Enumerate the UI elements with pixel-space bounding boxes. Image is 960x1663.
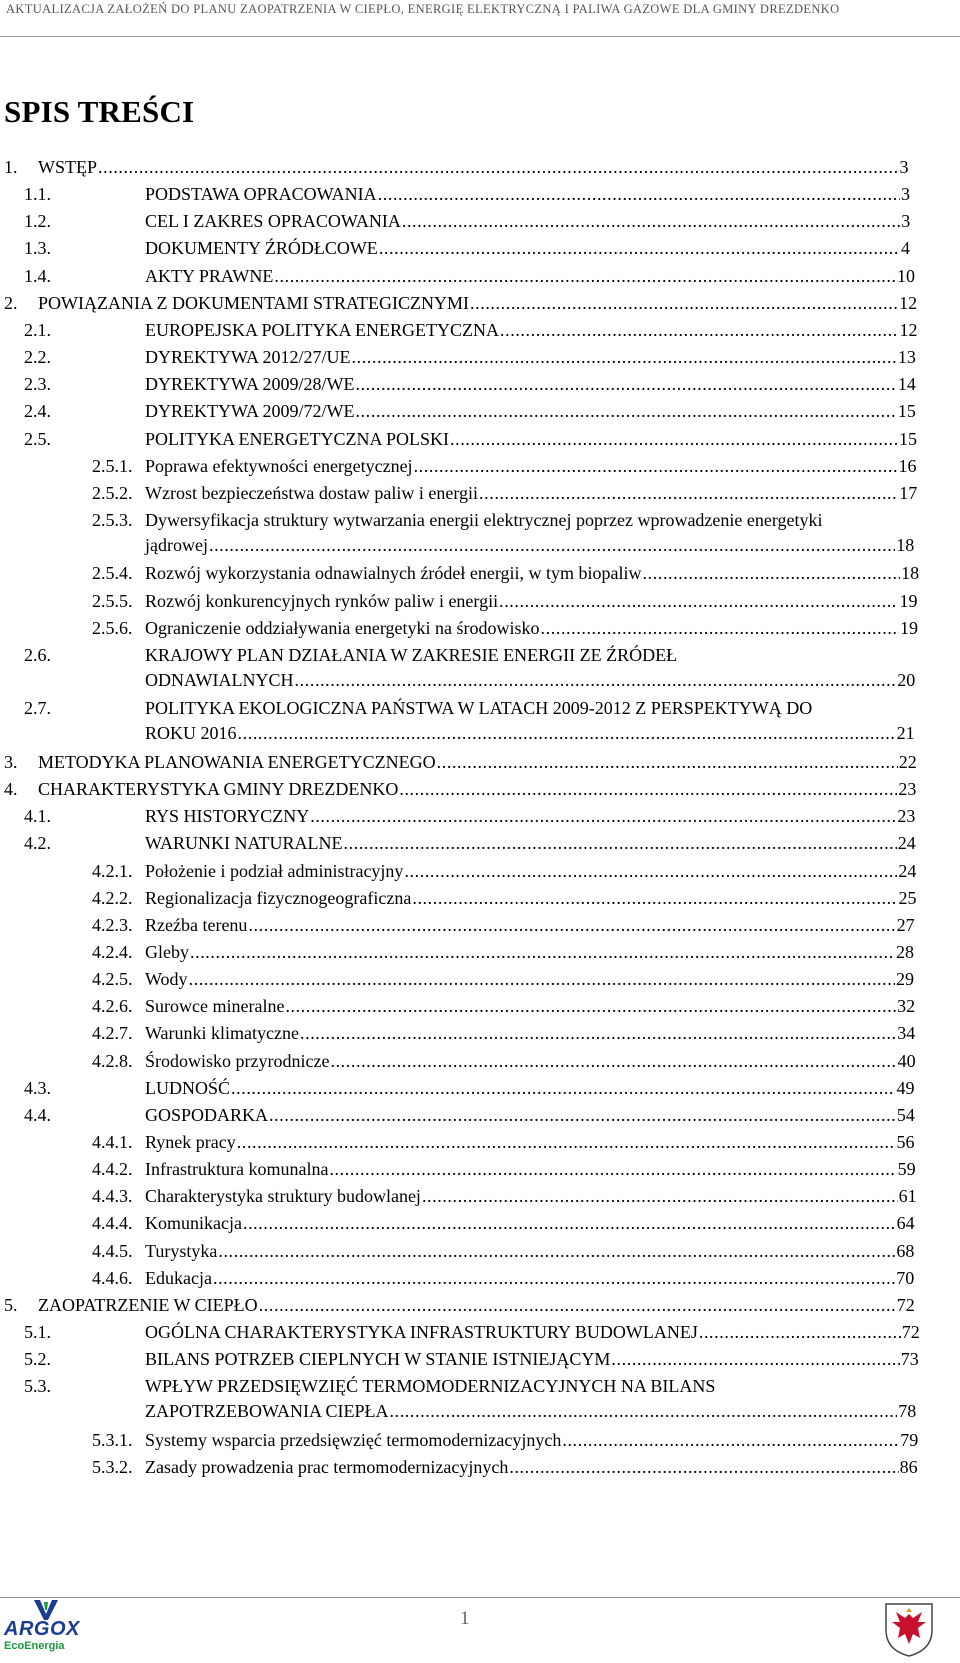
toc-entry-page: 15: [897, 401, 916, 422]
toc-entry-number: 4.4.6.: [92, 1267, 133, 1288]
toc-entry-number: 4.2.7.: [92, 1023, 133, 1044]
toc-entry-page: 20: [897, 669, 916, 690]
toc-entry-page: 56: [896, 1132, 915, 1152]
toc-leader-dots: [470, 291, 898, 316]
header-divider: [0, 36, 960, 37]
toc-entry-page: 72: [901, 1322, 920, 1343]
toc-leader-dots: [437, 750, 898, 775]
toc-entry-number: 5.1.: [24, 1322, 51, 1343]
toc-entry-title: Zasady prowadzenia prac termomodernizacyjnych: [145, 1457, 509, 1477]
toc-entry-number: 2.: [4, 292, 18, 313]
toc-entry-title: Dywersyfikacja struktury wytwarzania energii elektrycznej poprzez wprowadzenie energetyki: [145, 509, 823, 530]
toc-leader-dots: [509, 1455, 898, 1480]
toc-entry-number: 2.5.6.: [92, 617, 133, 638]
toc-leader-dots: [643, 561, 901, 586]
toc-leader-dots: [412, 886, 897, 911]
toc-leader-dots: [243, 1211, 896, 1236]
toc-entry-title: Turystyka: [145, 1240, 218, 1261]
toc-entry-page: 10: [896, 265, 915, 286]
toc-leader-dots: [399, 777, 897, 802]
toc-entry-page: 49: [896, 1077, 915, 1098]
toc-entry-number: 5.3.: [24, 1376, 51, 1397]
toc-entry-page: 4: [901, 238, 911, 259]
toc-leader-dots: [402, 209, 900, 234]
toc-entry-page: 59: [897, 1159, 916, 1180]
toc-entry-number: 1.4.: [24, 265, 51, 286]
toc-entry-title: Edukacja: [145, 1267, 212, 1288]
toc-entry-title: ZAPOTRZEBOWANIA CIEPŁA: [145, 1401, 389, 1422]
toc-entry-number: 2.5.3.: [92, 509, 133, 530]
toc-entry-page: 70: [896, 1267, 915, 1288]
toc-entry-title: ZAOPATRZENIE W CIEPŁO: [38, 1294, 258, 1315]
toc-entry-page: 73: [900, 1349, 919, 1370]
toc-entry-number: 2.5.5.: [92, 590, 133, 611]
toc-entry-title: AKTY PRAWNE: [145, 265, 274, 286]
toc-entry-page: 32: [897, 996, 916, 1017]
toc-entry-page: 28: [896, 941, 915, 962]
toc-leader-dots: [213, 1266, 895, 1291]
toc-entry-number: 2.6.: [24, 644, 51, 665]
toc-entry-number: 4.4.: [24, 1104, 51, 1125]
toc-entry-page: 17: [899, 482, 918, 503]
toc-entry-title: POLITYKA EKOLOGICZNA PAŃSTWA W LATACH 2009-2012 Z PERSPEKTYWĄ DO: [145, 698, 813, 719]
running-header: [0, 0, 960, 38]
toc-entry-page: 3: [899, 157, 909, 177]
toc-entry-title: WSTĘP: [38, 157, 98, 177]
toc-entry-page: 15: [898, 428, 917, 449]
toc-entry-page: 34: [897, 1023, 916, 1044]
toc-entry-page: 24: [897, 833, 916, 854]
toc-leader-dots: [541, 616, 899, 641]
toc-leader-dots: [329, 1157, 896, 1182]
toc-leader-dots: [248, 913, 895, 938]
toc-leader-dots: [218, 1239, 895, 1264]
toc-leader-dots: [404, 859, 897, 884]
toc-entry-title: Komunikacja: [145, 1213, 242, 1234]
toc-entry-page: 3: [901, 184, 911, 205]
toc-entry-title: Infrastruktura komunalna: [145, 1159, 329, 1180]
toc-leader-dots: [352, 345, 897, 370]
toc-entry-number: 5.3.1.: [92, 1429, 133, 1450]
toc-entry-title: ROKU 2016: [145, 723, 237, 744]
toc-leader-dots: [269, 1103, 896, 1128]
toc-entry-title: CHARAKTERYSTYKA GMINY DREZDENKO: [38, 779, 399, 800]
page-number: 1: [460, 1608, 470, 1629]
toc-entry-page: 86: [899, 1457, 918, 1477]
toc-entry-page: 78: [898, 1401, 917, 1422]
toc-entry-title: LUDNOŚĆ: [145, 1077, 231, 1098]
toc-leader-dots: [209, 533, 895, 558]
toc-entry-number: 4.2.5.: [92, 969, 133, 990]
toc-entry-page: 64: [896, 1213, 915, 1234]
toc-entry-title: GOSPODARKA: [145, 1104, 269, 1125]
toc-leader-dots: [330, 1049, 896, 1074]
toc-leader-dots: [310, 804, 896, 829]
toc-entry-page: 22: [898, 751, 917, 772]
toc-entry-number: 4.4.3.: [92, 1186, 133, 1207]
toc-entry-title: DYREKTYWA 2009/72/WE: [145, 401, 355, 422]
argox-logo-mark-icon: [26, 1600, 66, 1620]
toc-entry-title: Rozwój wykorzystania odnawialnych źródeł energii, w tym biopaliw: [145, 563, 642, 584]
toc-leader-dots: [355, 372, 896, 397]
toc-entry-number: 3.: [4, 751, 18, 772]
running-header-title: AKTUALIZACJA ZAŁOŻEŃ DO PLANU ZAOPATRZENIA W CIEPŁO, ENERGIĘ ELEKTRYCZNĄ I PALIWA GAZOWE DLA GMINY DREZDENKO: [6, 2, 840, 16]
toc-leader-dots: [231, 1076, 895, 1101]
toc-entry-title: Położenie i podział administracyjny: [145, 860, 404, 881]
toc-entry-title: Warunki klimatyczne: [145, 1023, 299, 1044]
toc-entry-number: 2.5.1.: [92, 455, 133, 476]
toc-leader-dots: [562, 1428, 899, 1453]
toc-leader-dots: [611, 1347, 899, 1372]
toc-entry-number: 4.2.2.: [92, 887, 133, 908]
toc-entry-title: Wzrost bezpieczeństwa dostaw paliw i energii: [145, 482, 479, 503]
toc-leader-dots: [355, 399, 896, 424]
toc-entry-title: Środowisko przyrodnicze: [145, 1050, 330, 1071]
toc-entry-number: 4.2.4.: [92, 941, 133, 962]
toc-entry-page: 68: [896, 1240, 915, 1261]
toc-entry-page: 18: [896, 534, 915, 555]
toc-entry-title: CEL I ZAKRES OPRACOWANIA: [145, 211, 401, 232]
toc-entry-page: 61: [898, 1186, 917, 1207]
toc-entry-number: 4.4.4.: [92, 1213, 133, 1234]
argox-logo-subtext: EcoEnergia: [4, 1640, 65, 1652]
toc-entry-page: 24: [898, 860, 917, 881]
toc-entry-title: WPŁYW PRZEDSIĘWZIĘĆ TERMOMODERNIZACYJNYCH NA BILANS: [145, 1376, 716, 1397]
toc-entry-title: DYREKTYWA 2012/27/UE: [145, 347, 351, 368]
toc-entry-title: Systemy wsparcia przedsięwzięć termomodernizacyjnych: [145, 1429, 562, 1450]
toc-leader-dots: [259, 1293, 896, 1318]
toc-entry-page: 23: [898, 779, 917, 800]
toc-entry-number: 2.5.4.: [92, 563, 133, 584]
toc-entry-page: 54: [896, 1104, 915, 1125]
toc-entry-number: 2.4.: [24, 401, 51, 422]
toc-entry-page: 72: [896, 1294, 915, 1315]
toc-entry-title: Ograniczenie oddziaływania energetyki na środowisko: [145, 617, 540, 638]
toc-entry-title: jądrowej: [145, 534, 208, 555]
toc-entry-number: 5.: [4, 1294, 18, 1315]
toc-entry-page: 14: [897, 374, 916, 395]
toc-entry-page: 19: [899, 617, 918, 638]
toc-entry-number: 2.5.2.: [92, 482, 133, 503]
toc-entry-number: 4.4.2.: [92, 1159, 133, 1180]
toc-leader-dots: [499, 589, 898, 614]
toc-entry-title: Rzeźba terenu: [145, 914, 248, 935]
toc-entry-title: DOKUMENTY ŹRÓDŁCOWE: [145, 238, 378, 259]
toc-entry-page: 79: [900, 1429, 919, 1450]
toc-entry-number: 1.1.: [24, 184, 51, 205]
toc-entry-title: RYS HISTORYCZNY: [145, 806, 310, 827]
toc-entry-number: 4.2.: [24, 833, 51, 854]
toc-leader-dots: [378, 182, 900, 207]
argox-logo: [2, 1600, 88, 1654]
toc-leader-dots: [450, 427, 898, 452]
toc-entry-number: 2.1.: [24, 319, 51, 340]
toc-entry-number: 4.2.8.: [92, 1050, 133, 1071]
toc-entry-title: Surowce mineralne: [145, 996, 285, 1017]
toc-entry-title: Rozwój konkurencyjnych rynków paliw i energii: [145, 590, 499, 611]
toc-leader-dots: [379, 236, 900, 261]
toc-leader-dots: [414, 454, 898, 479]
toc-entry-title: Charakterystyka struktury budowlanej: [145, 1186, 421, 1207]
toc-entry-number: 5.3.2.: [92, 1457, 133, 1477]
toc-entry-page: 40: [897, 1050, 916, 1071]
toc-entry-title: WARUNKI NATURALNE: [145, 833, 343, 854]
toc-entry-page: 21: [896, 723, 915, 744]
toc-entry-title: Poprawa efektywności energetycznej: [145, 455, 413, 476]
toc-entry-page: 13: [897, 347, 916, 368]
eagle-crest-icon: [880, 1600, 938, 1658]
toc-leader-dots: [422, 1184, 898, 1209]
toc-leader-dots: [98, 155, 898, 180]
toc-entry-page: 25: [898, 887, 917, 908]
toc-entry-title: OGÓLNA CHARAKTERYSTYKA INFRASTRUKTURY BUDOWLANEJ: [145, 1322, 698, 1343]
toc-entry-number: 4.1.: [24, 806, 51, 827]
toc-entry-number: 4.3.: [24, 1077, 51, 1098]
argox-logo-word: ARGOX: [4, 1618, 80, 1640]
toc-entry-title: ODNAWIALNYCH: [145, 669, 294, 690]
municipal-crest: [880, 1600, 938, 1658]
toc-entry-title: BILANS POTRZEB CIEPLNYCH W STANIE ISTNIEJĄCYM: [145, 1349, 611, 1370]
toc-title: SPIS TREŚCI: [4, 94, 195, 129]
toc-entry-title: DYREKTYWA 2009/28/WE: [145, 374, 355, 395]
toc-entry-title: Regionalizacja fizycznogeograficzna: [145, 887, 412, 908]
toc-entry-page: 12: [899, 319, 918, 340]
toc-entry-page: 23: [897, 806, 916, 827]
toc-entry-title: POLITYKA ENERGETYCZNA POLSKI: [145, 428, 449, 449]
toc-entry-page: 29: [896, 969, 915, 990]
toc-entry-number: 4.2.3.: [92, 914, 133, 935]
toc-entry-title: KRAJOWY PLAN DZIAŁANIA W ZAKRESIE ENERGII ZE ŹRÓDEŁ: [145, 644, 678, 665]
toc-entry-title: EUROPEJSKA POLITYKA ENERGETYCZNA: [145, 319, 500, 340]
toc-entry-number: 4.2.6.: [92, 996, 133, 1017]
toc-leader-dots: [295, 668, 897, 693]
toc-entry-number: 5.2.: [24, 1349, 51, 1370]
toc-entry-page: 18: [901, 563, 920, 584]
toc-leader-dots: [699, 1320, 901, 1345]
toc-entry-page: 27: [896, 914, 915, 935]
toc-leader-dots: [479, 481, 898, 506]
toc-leader-dots: [190, 940, 895, 965]
toc-leader-dots: [237, 1130, 896, 1155]
toc-entry-title: Gleby: [145, 941, 189, 962]
toc-entry-title: Wody: [145, 969, 188, 990]
toc-entry-title: PODSTAWA OPRACOWANIA: [145, 184, 377, 205]
toc-leader-dots: [189, 967, 895, 992]
toc-entry-number: 4.2.1.: [92, 860, 133, 881]
toc-leader-dots: [343, 831, 896, 856]
toc-entry-title: METODYKA PLANOWANIA ENERGETYCZNEGO: [38, 751, 436, 772]
toc-entry-number: 2.5.: [24, 428, 51, 449]
toc-entry-title: POWIĄZANIA Z DOKUMENTAMI STRATEGICZNYMI: [38, 292, 470, 313]
toc-entry-number: 1.: [4, 157, 18, 177]
toc-entry-page: 3: [901, 211, 911, 232]
toc-leader-dots: [238, 721, 896, 746]
toc-leader-dots: [274, 264, 896, 289]
toc-entry-number: 1.2.: [24, 211, 51, 232]
toc-entry-number: 2.7.: [24, 698, 51, 719]
toc-entry-number: 4.4.1.: [92, 1132, 133, 1152]
toc-entry-number: 1.3.: [24, 238, 51, 259]
toc-entry-number: 4.: [4, 779, 18, 800]
toc-entry-page: 19: [899, 590, 918, 611]
toc-leader-dots: [285, 994, 896, 1019]
toc-leader-dots: [500, 318, 898, 343]
toc-entry-page: 12: [899, 292, 918, 313]
toc-entry-page: 16: [898, 455, 917, 476]
footer-divider: [0, 1597, 960, 1598]
toc-entry-title: Rynek pracy: [145, 1132, 236, 1152]
toc-leader-dots: [390, 1399, 898, 1424]
toc-entry-number: 4.4.5.: [92, 1240, 133, 1261]
toc-entry-number: 2.2.: [24, 347, 51, 368]
toc-leader-dots: [300, 1021, 896, 1046]
toc-entry-number: 2.3.: [24, 374, 51, 395]
